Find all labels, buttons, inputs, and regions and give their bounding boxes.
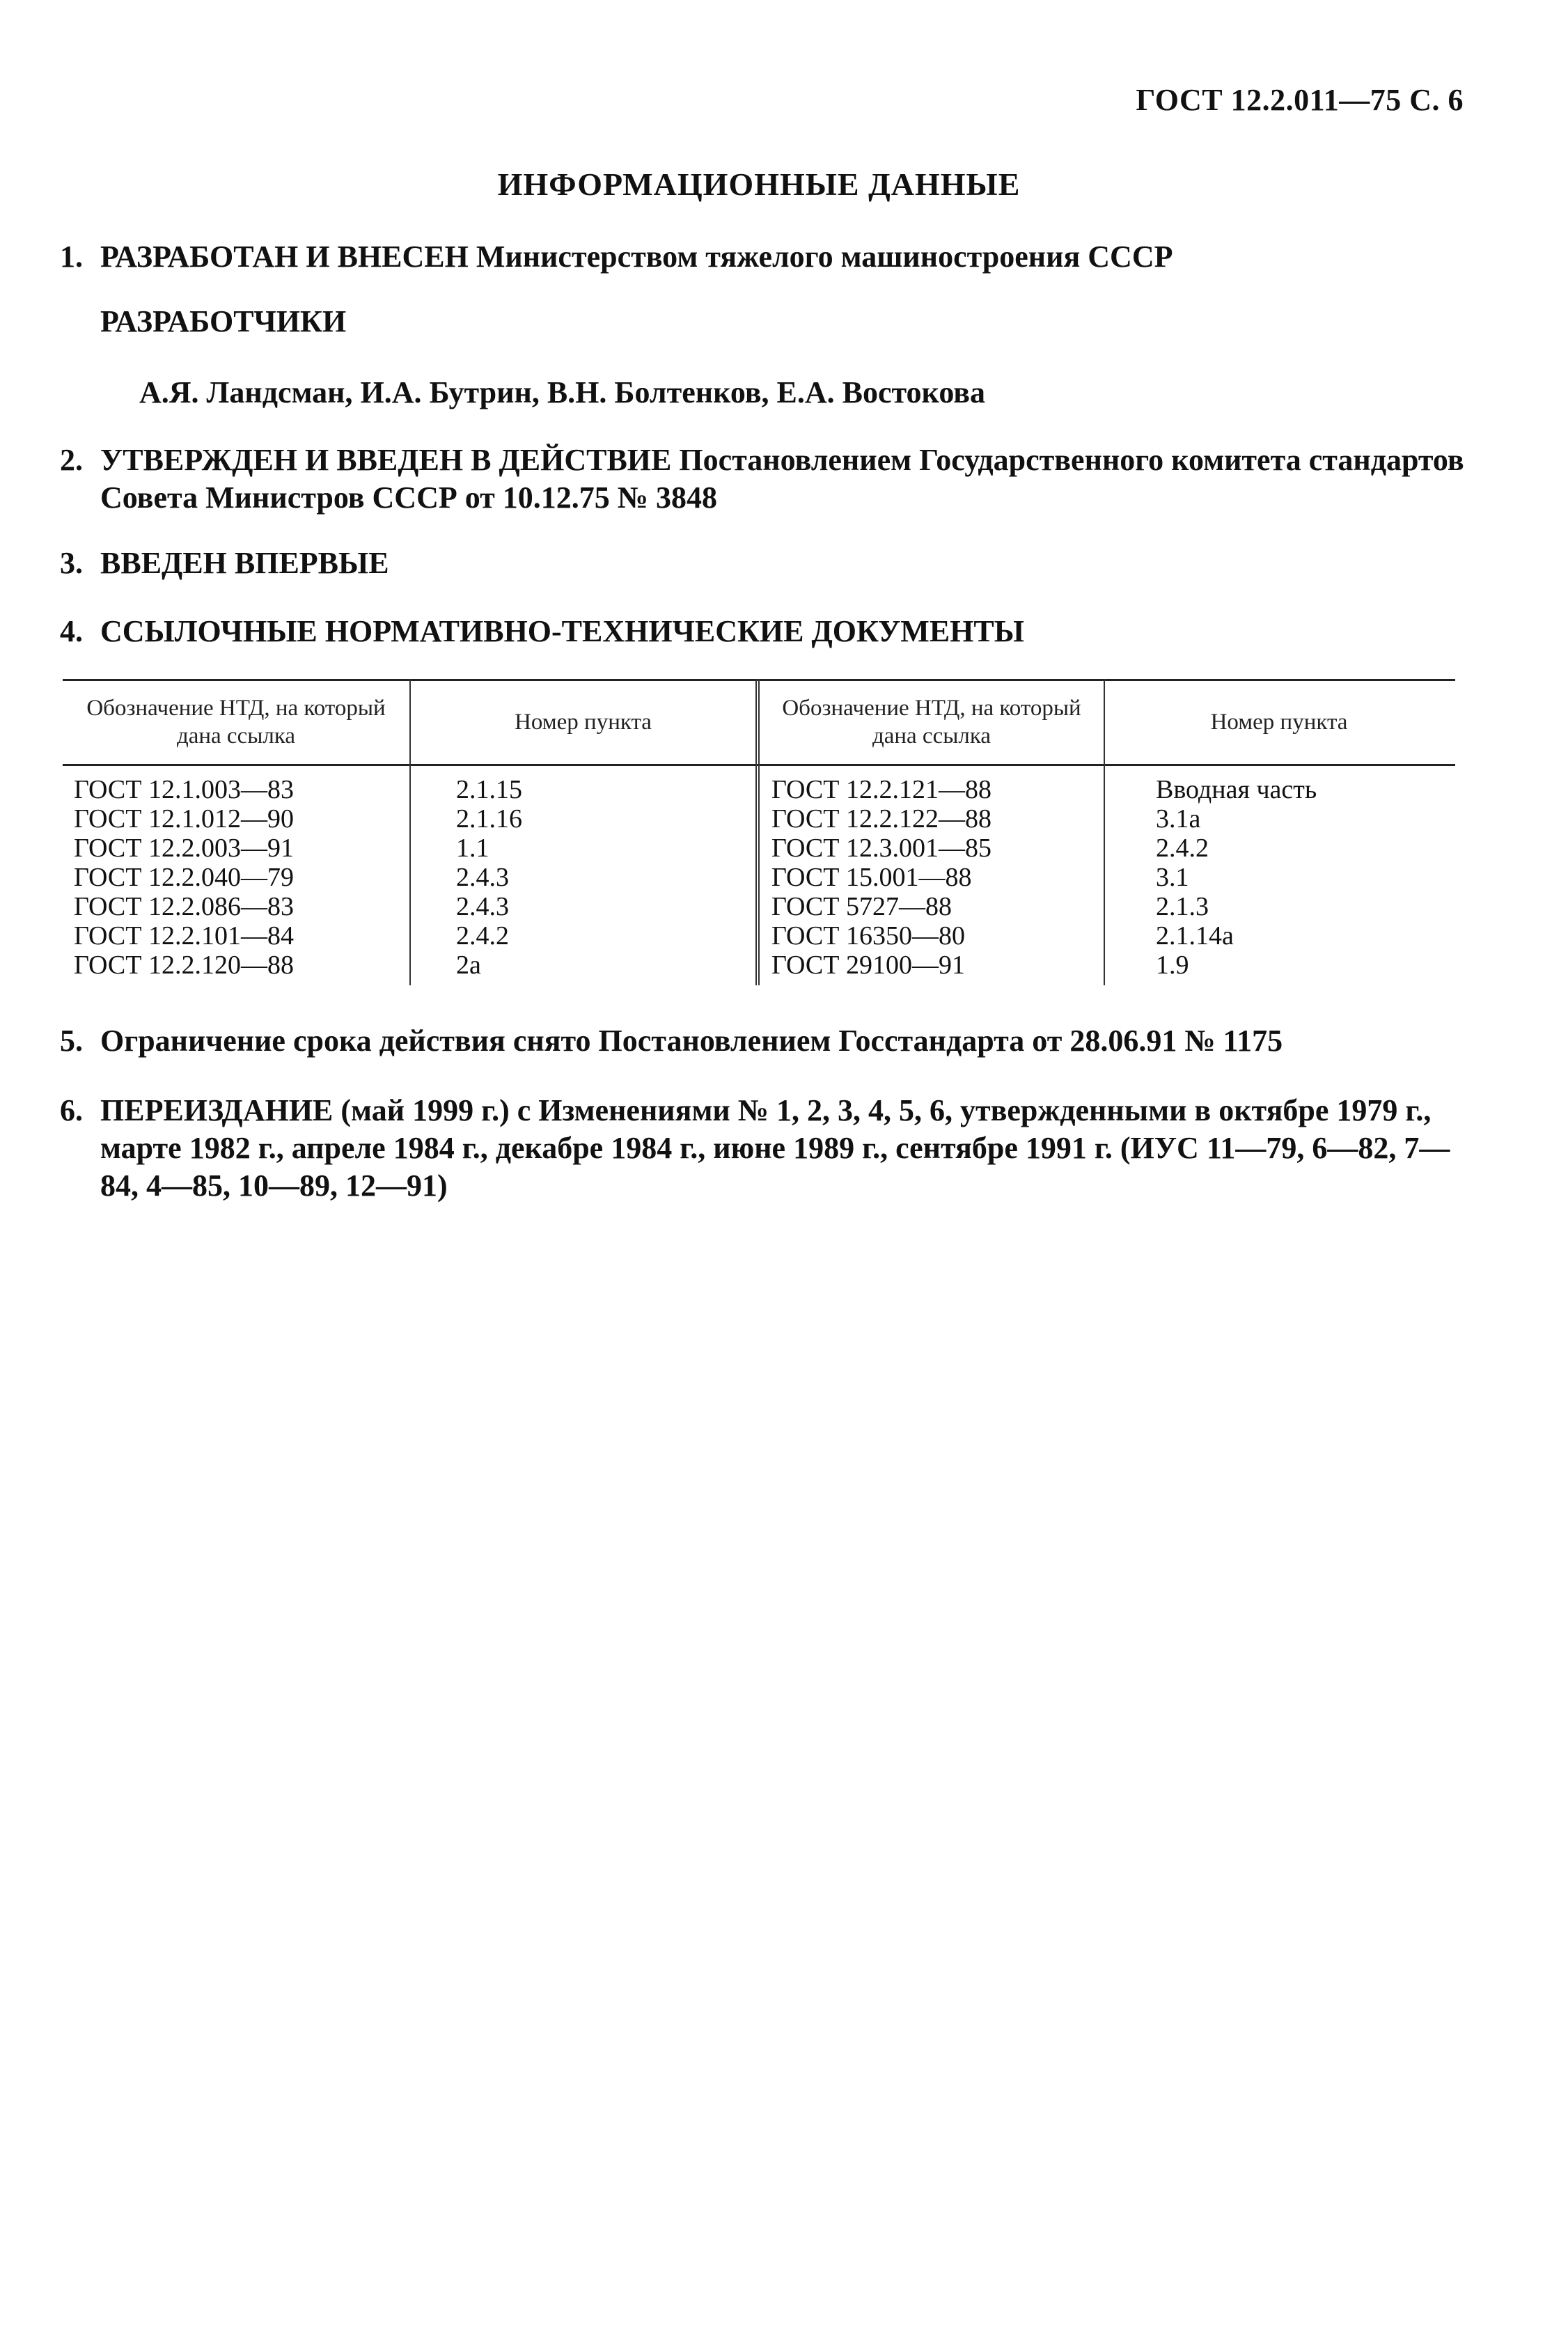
table-cell: 2.4.2 — [1156, 834, 1209, 863]
table-cell: ГОСТ 12.2.101—84 — [74, 921, 294, 951]
section-1 — [60, 238, 1466, 276]
section-number: 6. — [60, 1093, 83, 1127]
page-title: ИНФОРМАЦИОННЫЕ ДАННЫЕ — [497, 166, 1021, 202]
table-cell: 1.1 — [456, 834, 489, 863]
page-header: ГОСТ 12.2.011—75 С. 6 — [1136, 83, 1464, 117]
table-cell: 2а — [456, 951, 481, 980]
table-header-cell: Обозначение НТД, на который дана ссылка — [86, 696, 386, 749]
table-header-cell: Номер пункта — [515, 710, 652, 735]
table-cell: ГОСТ 12.1.003—83 — [74, 775, 294, 804]
table-cell: ГОСТ 12.2.121—88 — [771, 775, 991, 804]
section-4 — [60, 613, 1466, 650]
section-number: 2. — [60, 443, 83, 477]
table-cell: ГОСТ 16350—80 — [771, 921, 965, 951]
section-lead: ПЕРЕИЗДАНИЕ — [100, 1093, 334, 1127]
section-text: (май 1999 г.) с Изменениями № 1, 2, 3, 4, 5, 6, утвержденными в октябре 1979 г., марте 1982 г., апреле 1984 г., декабре 1984 г., июне 1989 г., сентябре 1991 г. (ИУС 11—79, 6—82, 7—84, 4—85, 10—89, 12—91) — [100, 1093, 1450, 1203]
section-5 — [60, 1022, 1466, 1060]
table-header-cell: Номер пункта — [1210, 710, 1348, 735]
developers-list: А.Я. Ландсман, И.А. Бутрин, В.Н. Болтенков, Е.А. Востокова — [139, 375, 985, 409]
section-text: Ограничение срока действия снято Постановлением Госстандарта от 28.06.91 № 1175 — [100, 1024, 1283, 1058]
table-cell: ГОСТ 12.2.003—91 — [74, 834, 294, 863]
left-clause-column — [456, 775, 522, 980]
section-number: 4. — [60, 614, 83, 648]
reference-documents-table — [63, 679, 1455, 985]
table-cell: ГОСТ 12.3.001—85 — [771, 834, 991, 863]
table-cell: ГОСТ 12.2.040—79 — [74, 863, 294, 892]
section-6 — [60, 1092, 1466, 1205]
right-designation-column — [771, 775, 991, 980]
section-text: Министерством тяжелого машиностроения СССР — [468, 240, 1173, 274]
section-3 — [60, 545, 1466, 582]
table-cell: 3.1 — [1156, 863, 1189, 892]
table-cell: 2.1.3 — [1156, 892, 1209, 921]
section-number: 5. — [60, 1024, 83, 1058]
table-cell: 2.1.14а — [1156, 921, 1234, 951]
table-cell: ГОСТ 15.001—88 — [771, 863, 972, 892]
table-cell: ГОСТ 12.2.120—88 — [74, 951, 294, 980]
section-number: 3. — [60, 546, 83, 580]
section-2 — [60, 441, 1466, 517]
right-clause-column — [1156, 775, 1317, 980]
section-text: ВВЕДЕН ВПЕРВЫЕ — [100, 546, 389, 580]
table-cell: ГОСТ 12.2.122—88 — [771, 804, 991, 834]
table-cell: ГОСТ 29100—91 — [771, 951, 965, 980]
table-cell: ГОСТ 5727—88 — [771, 892, 952, 921]
section-text: Постановлением Государственного комитета стандартов Совета Министров СССР от 10.12.75 № 3848 — [100, 443, 1464, 515]
table-cell: 2.4.3 — [456, 863, 509, 892]
section-lead: РАЗРАБОТАН И ВНЕСЕН — [100, 240, 469, 274]
table-cell: 2.1.15 — [456, 775, 522, 804]
table-cell: ГОСТ 12.2.086—83 — [74, 892, 294, 921]
table-header-cell: Обозначение НТД, на который дана ссылка — [782, 696, 1081, 749]
table-cell: 2.1.16 — [456, 804, 522, 834]
section-text: ССЫЛОЧНЫЕ НОРМАТИВНО-ТЕХНИЧЕСКИЕ ДОКУМЕНТЫ — [100, 614, 1024, 648]
section-number: 1. — [60, 240, 83, 274]
table-cell: 1.9 — [1156, 951, 1189, 980]
left-designation-column — [74, 775, 294, 980]
table-cell: 2.4.2 — [456, 921, 509, 951]
table-cell: 2.4.3 — [456, 892, 509, 921]
table-cell: ГОСТ 12.1.012—90 — [74, 804, 294, 834]
table-cell: 3.1а — [1156, 804, 1201, 834]
table-cell: Вводная часть — [1156, 775, 1317, 804]
section-lead: УТВЕРЖДЕН И ВВЕДЕН В ДЕЙСТВИЕ — [100, 443, 672, 477]
developers-label: РАЗРАБОТЧИКИ — [100, 304, 347, 338]
